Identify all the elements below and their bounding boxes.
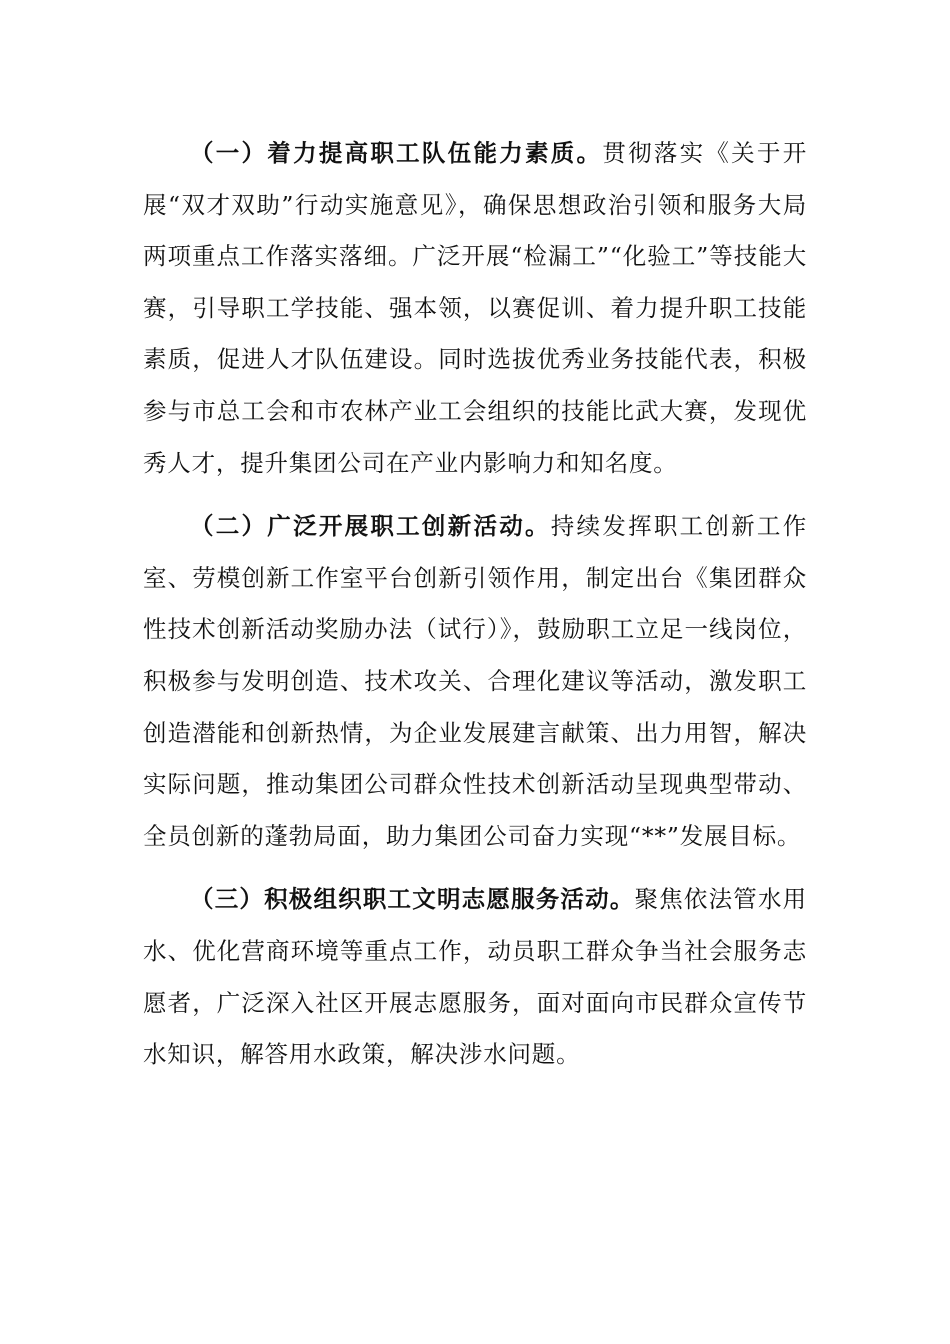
paragraph-1-text: 贯彻落实《关于开展“双才双助”行动实施意见》，确保思想政治引领和服务大局两项重点工作落实落细。广泛开展“检漏工”“化验工”等技能大赛，引导职工学技能、强本领，以赛促训、着力提升职工技能素质，促进人才队伍建设。同时选拔优秀业务技能代表，积极参与市总工会和市农林产业工会组织的技能比武大赛，发现优秀人才，提升集团公司在产业内影响力和知名度。	[143, 139, 807, 477]
paragraph-1	[143, 128, 807, 489]
paragraph-2-heading: （二）广泛开展职工创新活动。	[190, 512, 551, 541]
paragraph-3-heading: （三）积极组织职工文明志愿服务活动。	[190, 885, 635, 914]
paragraph-1-heading: （一）着力提高职工队伍能力素质。	[190, 139, 603, 167]
paragraph-3-text: 聚焦依法管水用水、优化营商环境等重点工作，动员职工群众争当社会服务志愿者，广泛深入社区开展志愿服务，面对面向市民群众宣传节水知识，解答用水政策，解决涉水问题。	[143, 885, 807, 1069]
paragraph-3	[143, 874, 807, 1080]
document-body	[143, 128, 807, 1093]
paragraph-2-text: 持续发挥职工创新工作室、劳模创新工作室平台创新引领作用，制定出台《集团群众性技术创新活动奖励办法（试行）》，鼓励职工立足一线岗位，积极参与发明创造、技术攻关、合理化建议等活动，激发职工创造潜能和创新热情，为企业发展建言献策、出力用智，解决实际问题，推动集团公司群众性技术创新活动呈现典型带动、全员创新的蓬勃局面，助力集团公司奋力实现“**”发展目标。	[143, 512, 808, 850]
paragraph-2	[143, 501, 807, 862]
